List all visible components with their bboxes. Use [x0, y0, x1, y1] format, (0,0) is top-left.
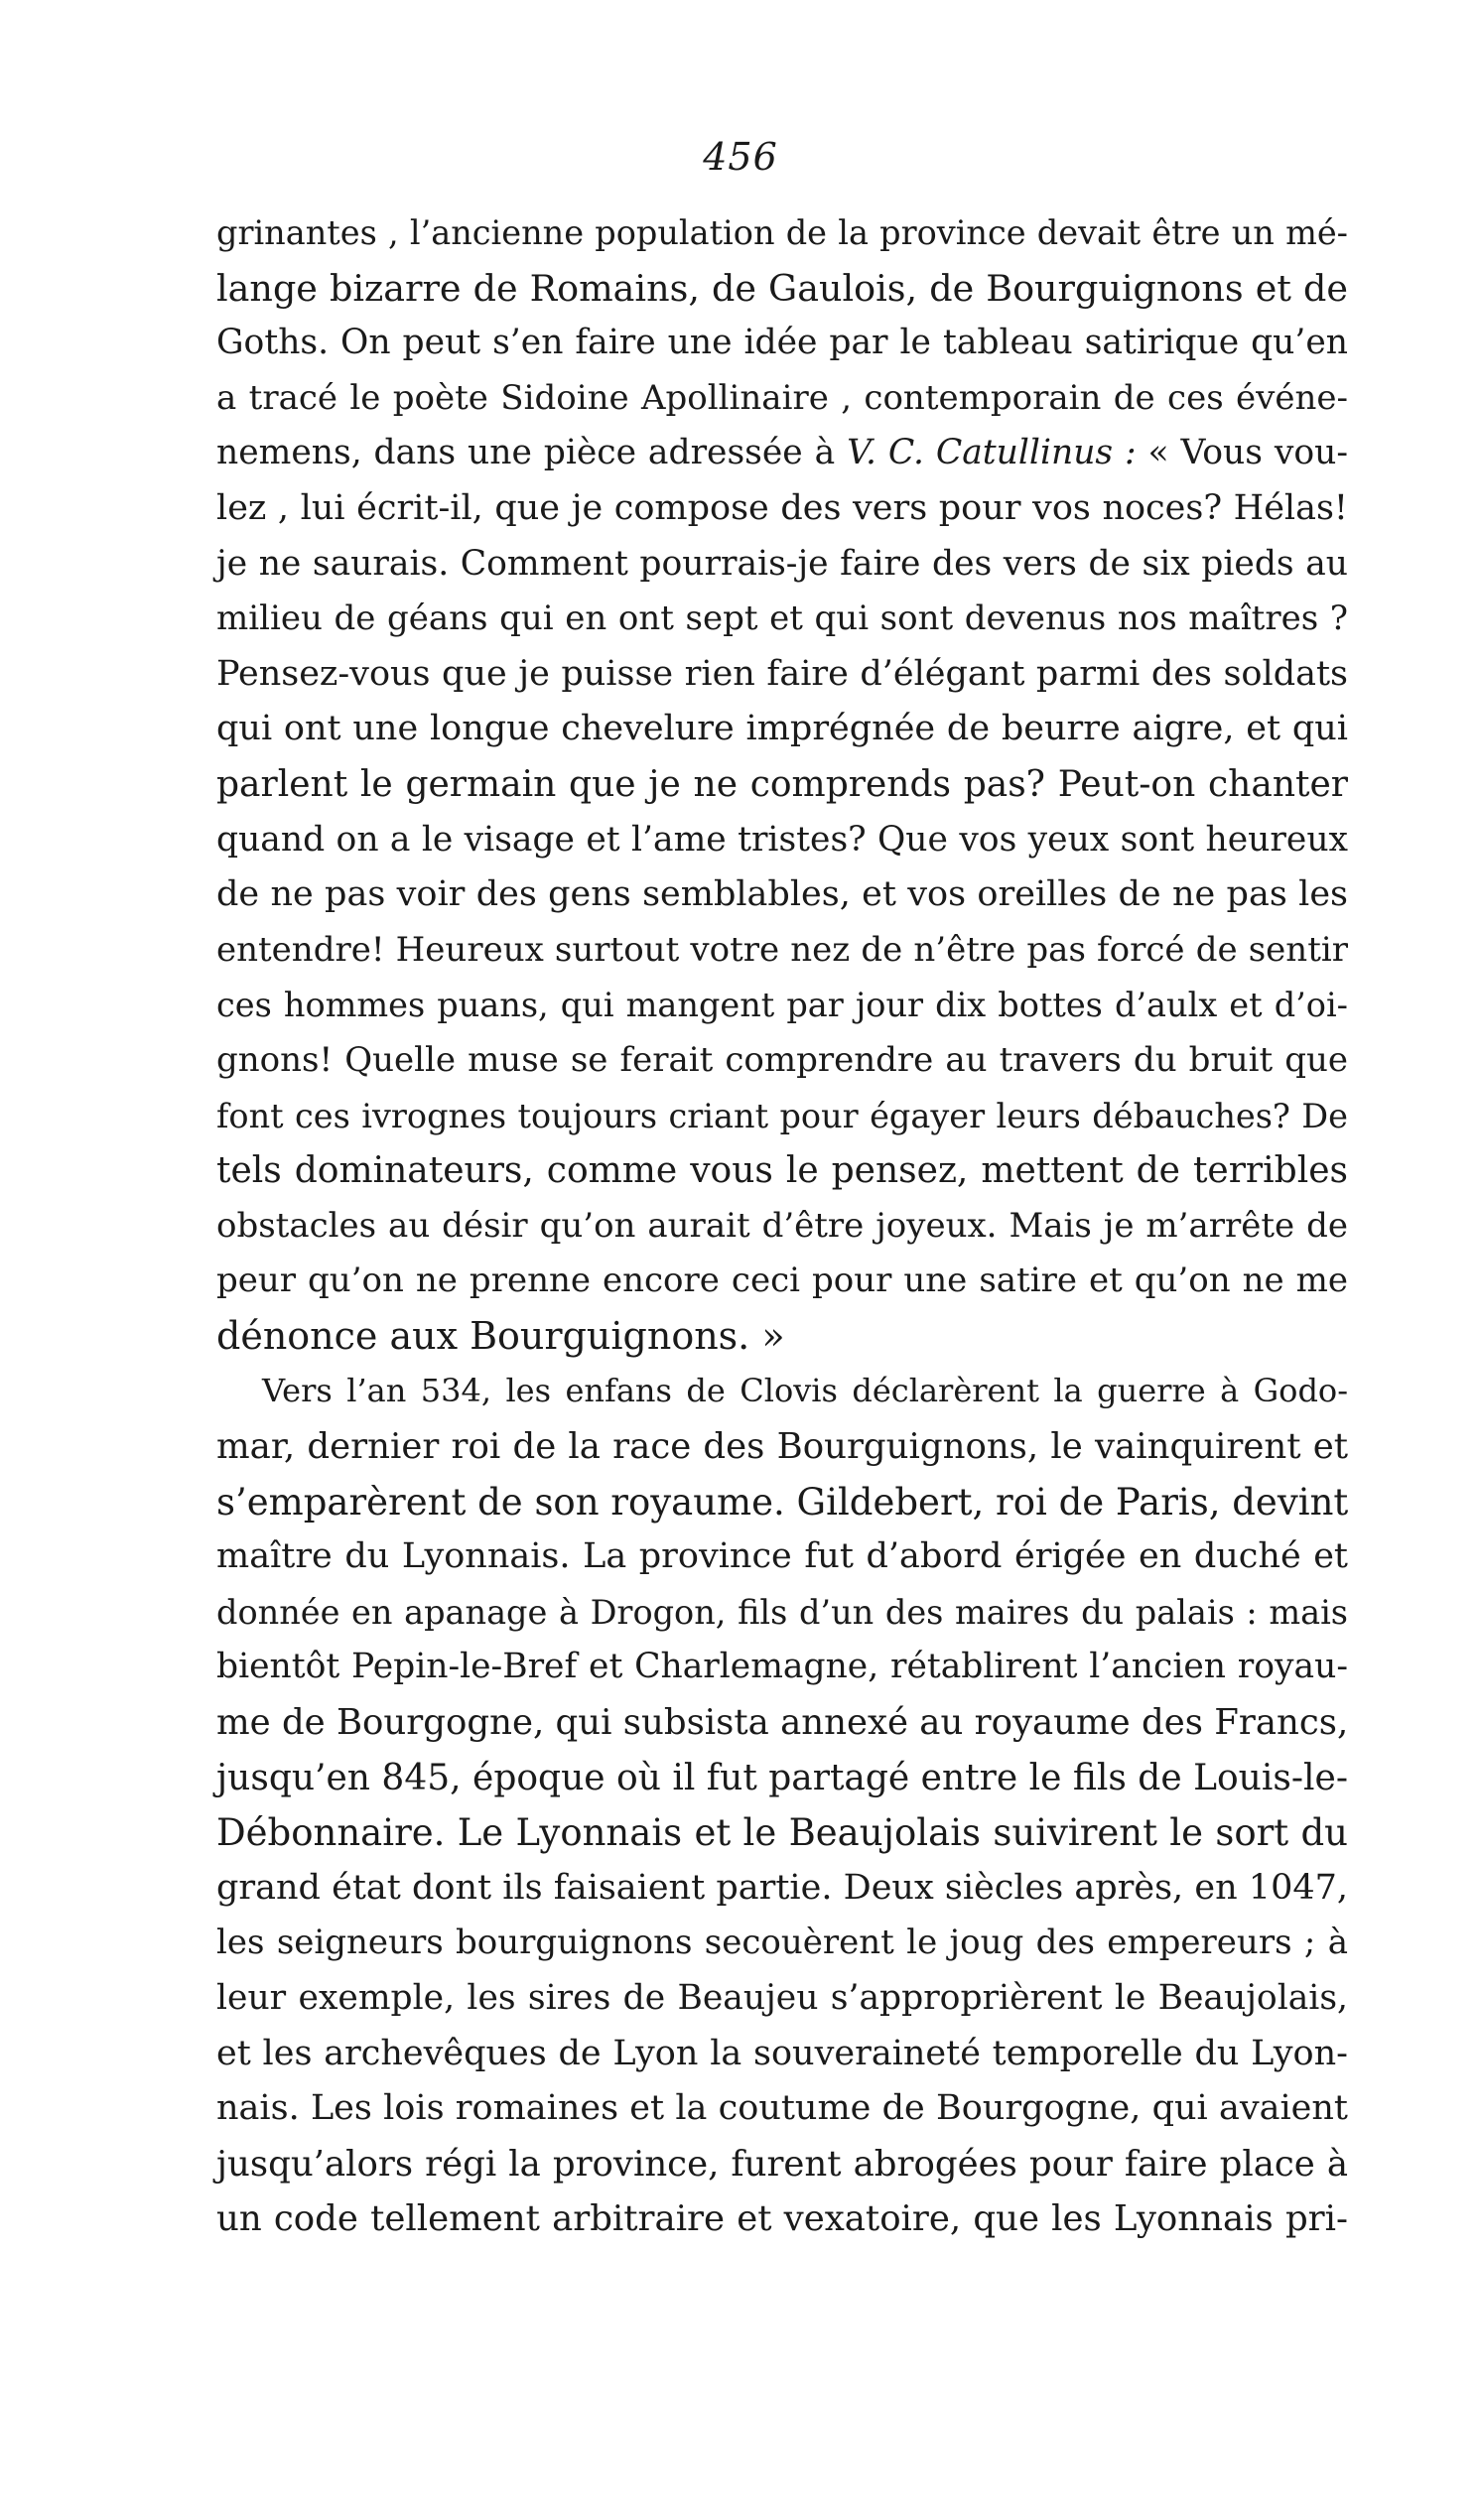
text-line: [216, 371, 1348, 427]
text-line-segment: bientôt Pepin-le-Bref et Charlemagne, rétablirent l’ancien royau-: [216, 1647, 1348, 1687]
text-line: [216, 1971, 1348, 2027]
text-line-segment: s’emparèrent de son royaume. Gildebert, roi de Paris, devint: [216, 1480, 1349, 1524]
text-line: [216, 261, 1348, 317]
text-line-segment: grinantes , l’ancienne population de la province devait être un mé-: [216, 213, 1348, 252]
text-line-segment: nemens, dans une pièce adressée à: [216, 433, 848, 473]
text-line-segment: Vers l’an 534, les enfans de Clovis déclarèrent la guerre à Godo-: [262, 1372, 1348, 1410]
text-line-segment: maître du Lyonnais. La province fut d’abord érigée en duché et: [216, 1536, 1348, 1577]
text-line: [216, 1640, 1348, 1695]
text-line: [216, 757, 1348, 813]
text-line-segment: jusqu’alors régi la province, furent abrogées pour faire place à: [216, 2143, 1348, 2185]
text-line: [216, 867, 1348, 923]
text-line: [216, 2137, 1348, 2192]
text-line: [216, 592, 1348, 647]
text-line: [216, 978, 1348, 1033]
text-line-segment: milieu de géans qui en ont sept et qui sont devenus nos maîtres ?: [216, 598, 1348, 639]
body-text: [216, 205, 1348, 2247]
text-line-segment: Pensez-vous que je puisse rien faire d’élégant parmi des soldats: [216, 653, 1348, 694]
text-line: [216, 1529, 1348, 1585]
text-line-segment: quand on a le visage et l’ame tristes? Que vos yeux sont heureux: [216, 819, 1348, 860]
text-line: [216, 647, 1348, 703]
text-line-segment: gnons! Quelle muse se ferait comprendre au travers du bruit que: [216, 1039, 1348, 1080]
text-line-segment: lez , lui écrit-il, que je compose des vers pour vos noces? Hélas!: [216, 487, 1348, 528]
text-line: [216, 1861, 1348, 1917]
text-line-segment: obstacles au désir qu’on aurait d’être joyeux. Mais je m’arrête de: [216, 1205, 1348, 1246]
text-line: [216, 205, 1348, 261]
italic-name: V. C. Catullinus :: [847, 433, 1137, 473]
text-line-segment: « Vous vou-: [1136, 433, 1349, 473]
text-line: [216, 1254, 1348, 1309]
text-line: [216, 702, 1348, 757]
text-line-segment: mar, dernier roi de la race des Bourguignons, le vainquirent et: [216, 1426, 1348, 1468]
text-line: [216, 2081, 1348, 2137]
text-line-segment: lange bizarre de Romains, de Gaulois, de Bourguignons et de: [216, 266, 1348, 310]
text-line: [216, 1585, 1348, 1641]
text-line: [216, 1419, 1348, 1475]
text-line: [216, 426, 1348, 481]
text-line-segment: leur exemple, les sires de Beaujeu s’approprièrent le Beaujolais,: [216, 1978, 1348, 2018]
text-line: [216, 2027, 1348, 2082]
text-line: [216, 481, 1348, 537]
text-line: [216, 316, 1348, 371]
text-line: [216, 537, 1348, 593]
text-line-segment: Goths. On peut s’en faire une idée par le tableau satirique qu’en: [216, 323, 1348, 363]
text-line: [216, 1309, 1348, 1365]
text-line-segment: Débonnaire. Le Lyonnais et le Beaujolais suivirent le sort du: [216, 1811, 1348, 1855]
text-line: [216, 1805, 1348, 1861]
text-line-segment: les seigneurs bourguignons secouèrent le joug des empereurs ; à: [216, 1923, 1348, 1963]
text-line-segment: entendre! Heureux surtout votre nez de n’être pas forcé de sentir: [216, 929, 1348, 970]
text-line-segment: ces hommes puans, qui mangent par jour dix bottes d’aulx et d’oi-: [216, 986, 1348, 1025]
text-line-segment: un code tellement arbitraire et vexatoire, que les Lyonnais pri-: [216, 2198, 1348, 2240]
text-line-segment: font ces ivrognes toujours criant pour égayer leurs débauches? De: [216, 1096, 1348, 1135]
text-line-segment: et les archevêques de Lyon la souveraineté temporelle du Lyon-: [216, 2033, 1348, 2073]
text-line: [216, 2191, 1348, 2247]
text-line-segment: de ne pas voir des gens semblables, et vos oreilles de ne pas les: [216, 874, 1348, 915]
text-line-segment: peur qu’on ne prenne encore ceci pour une satire et qu’on ne me: [216, 1260, 1348, 1301]
text-line: [216, 1916, 1348, 1971]
text-line-segment: me de Bourgogne, qui subsista annexé au royaume des Francs,: [216, 1702, 1349, 1744]
text-line: [216, 1751, 1348, 1806]
text-line: [216, 923, 1348, 979]
text-line: [216, 1199, 1348, 1255]
text-line: [216, 1033, 1348, 1089]
text-line-segment: tels dominateurs, comme vous le pensez, mettent de terribles: [216, 1150, 1348, 1192]
text-line-segment: a tracé le poète Sidoine Apollinaire , contemporain de ces événe-: [216, 377, 1348, 418]
text-line: [216, 1695, 1348, 1751]
text-line-segment: parlent le germain que je ne comprends pas? Peut-on chanter: [216, 763, 1348, 805]
text-line-segment: donnée en apanage à Drogon, fils d’un des maires du palais : mais: [216, 1592, 1348, 1632]
text-line-segment: jusqu’en 845, époque où il fut partagé entre le fils de Louis-le-: [216, 1757, 1348, 1798]
text-line: [216, 1143, 1348, 1199]
page-number: 456: [703, 135, 778, 179]
text-line-segment: nais. Les lois romaines et la coutume de Bourgogne, qui avaient: [216, 2088, 1348, 2129]
text-line-segment: dénonce aux Bourguignons. »: [216, 1313, 785, 1358]
text-line-segment: qui ont une longue chevelure imprégnée de beurre aigre, et qui: [216, 709, 1348, 749]
text-line-segment: grand état dont ils faisaient partie. Deux siècles après, en 1047,: [216, 1867, 1348, 1908]
text-line: [216, 1089, 1348, 1144]
text-line: [216, 1475, 1348, 1530]
text-line-segment: je ne saurais. Comment pourrais-je faire des vers de six pieds au: [216, 543, 1348, 584]
text-line: [216, 813, 1348, 868]
text-line: [216, 1364, 1348, 1419]
